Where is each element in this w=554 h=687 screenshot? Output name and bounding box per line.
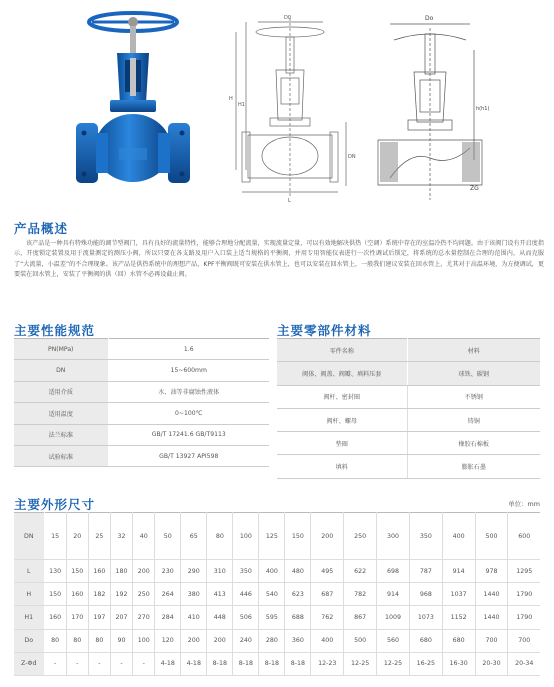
dimension-cell: 380 <box>181 583 207 606</box>
technical-drawing-section <box>370 10 488 205</box>
parts-row <box>277 432 540 455</box>
dimension-cell: 250 <box>344 513 377 560</box>
dimension-cell: 400 <box>442 513 475 560</box>
dimension-cell: 12-23 <box>311 652 344 675</box>
dimension-cell: 8-18 <box>259 652 285 675</box>
performance-row <box>14 339 269 360</box>
dimension-cell: 40 <box>133 513 155 560</box>
dimension-cell: 698 <box>377 560 410 583</box>
dimension-cell: 595 <box>259 606 285 629</box>
dimension-cell: 90 <box>110 629 132 652</box>
overview-title: 产品概述 <box>14 221 69 236</box>
performance-table <box>14 338 269 467</box>
dimension-cell: 284 <box>155 606 181 629</box>
dimension-cell: 80 <box>207 513 233 560</box>
dimension-cell: 400 <box>311 629 344 652</box>
dimension-cell: 8-18 <box>285 652 311 675</box>
performance-label: 适用温度 <box>14 403 108 424</box>
dimension-cell: 100 <box>133 629 155 652</box>
dimension-row-label: L <box>14 560 44 583</box>
dimension-cell: 20-30 <box>475 652 508 675</box>
dimension-cell: 1295 <box>508 560 540 583</box>
dimension-cell: 12-25 <box>344 652 377 675</box>
dimension-cell: 80 <box>66 629 88 652</box>
drawing-label-do: Do <box>425 15 434 22</box>
dimension-cell: 680 <box>442 629 475 652</box>
dimension-cell: 150 <box>285 513 311 560</box>
dimension-cell: 360 <box>285 629 311 652</box>
overview-text: 该产品是一种具有特殊功能的调节型阀门，具有良好的流量特性，能够合理地分配流量，实现流量定量，可以有效地解决供热（空调）系统中存在的室温冷热不均问题。由于该阀门设有开启度指示、开度锁定装置及用于流量测定的测压小阀，所以只要在各支路及用户入口装上适当规格的平衡阀，并用专用智能仪表进行一次性调试后锁定，将系统的总水量控制在合理的范围内，从而克服了“大流量，小温差”的不合理现象。该产品是供热系统中的理想产品，KPF平衡阀既可安装在供水管上，也可以安装在回水管上，一般我们建议安装在回水管上，尤其对于高温环境，为方便调试，更要装在回水管上，安装了平衡阀的供（回）水管不必再设截止阀。 <box>14 240 544 278</box>
dimension-cell: 100 <box>233 513 259 560</box>
dimension-cell: 180 <box>110 560 132 583</box>
dimension-cell: 160 <box>44 606 66 629</box>
dimension-cell: 1152 <box>442 606 475 629</box>
performance-value: 15~600mm <box>108 360 269 381</box>
dimension-cell: - <box>110 652 132 675</box>
dimension-cell: 787 <box>409 560 442 583</box>
dimension-cell: - <box>88 652 110 675</box>
dimension-cell: 446 <box>233 583 259 606</box>
part-material: 膨胀石墨 <box>407 455 540 478</box>
dimension-cell: 968 <box>409 583 442 606</box>
dimension-cell: 230 <box>155 560 181 583</box>
dimension-cell: 400 <box>259 560 285 583</box>
dimension-cell: 240 <box>233 629 259 652</box>
part-name: 阀杆、密封圈 <box>277 385 407 408</box>
dimension-cell: - <box>66 652 88 675</box>
drawing-label-d0: D0 <box>284 15 292 21</box>
dimension-cell: 270 <box>133 606 155 629</box>
dimension-cell: 1790 <box>508 606 540 629</box>
dimension-cell: 15 <box>44 513 66 560</box>
part-material: 橡胶石棉板 <box>407 432 540 455</box>
dimension-cell: - <box>44 652 66 675</box>
dimension-cell: 1440 <box>475 606 508 629</box>
performance-title: 主要性能规范 <box>14 323 96 338</box>
dimension-cell: 160 <box>66 583 88 606</box>
performance-row <box>14 403 269 424</box>
drawing-label-h: H <box>229 96 233 102</box>
dimension-cell: 250 <box>133 583 155 606</box>
technical-drawing-front <box>228 10 368 205</box>
dimension-row <box>14 583 540 606</box>
dimension-row <box>14 652 540 675</box>
dimension-cell: 264 <box>155 583 181 606</box>
dimension-cell: 480 <box>285 560 311 583</box>
dimension-cell: 192 <box>110 583 132 606</box>
dimension-cell: 150 <box>44 583 66 606</box>
dimension-cell: 80 <box>88 629 110 652</box>
dimension-cell: 1440 <box>475 583 508 606</box>
dimension-cell: 410 <box>181 606 207 629</box>
dimension-row-label: H <box>14 583 44 606</box>
drawing-label-l: L <box>288 198 291 204</box>
dimension-cell: 540 <box>259 583 285 606</box>
dimension-cell: 1009 <box>377 606 410 629</box>
parts-header-name: 零件名称 <box>277 339 407 362</box>
dimension-cell: 413 <box>207 583 233 606</box>
dimension-cell: 914 <box>442 560 475 583</box>
dimensions-title: 主要外形尺寸 <box>14 497 96 512</box>
dimension-cell: 300 <box>377 513 410 560</box>
dimension-row <box>14 560 540 583</box>
dimension-cell: 197 <box>88 606 110 629</box>
dimension-cell: 170 <box>66 606 88 629</box>
dimension-cell: 290 <box>181 560 207 583</box>
dimension-row <box>14 629 540 652</box>
dimension-cell: 280 <box>259 629 285 652</box>
dimension-cell: 160 <box>88 560 110 583</box>
dimension-cell: 978 <box>475 560 508 583</box>
valve-photo <box>70 8 195 198</box>
parts-row <box>277 385 540 408</box>
dimension-row-label: Z-Φd <box>14 652 44 675</box>
dimension-cell: 680 <box>409 629 442 652</box>
dimension-cell: 182 <box>88 583 110 606</box>
dimension-cell: 16-25 <box>409 652 442 675</box>
dimension-cell: 782 <box>344 583 377 606</box>
dimension-cell: 700 <box>508 629 540 652</box>
dimension-row-label: DN <box>14 513 44 560</box>
dimension-cell: 600 <box>508 513 540 560</box>
performance-row <box>14 381 269 402</box>
parts-table <box>277 338 540 479</box>
dimension-cell: 688 <box>285 606 311 629</box>
drawing-label-h1: H1 <box>238 102 245 108</box>
dimension-cell: 8-18 <box>207 652 233 675</box>
performance-value: 0~100℃ <box>108 403 269 424</box>
dimension-cell: 448 <box>207 606 233 629</box>
dimension-cell: 50 <box>155 513 181 560</box>
dimension-cell: 622 <box>344 560 377 583</box>
performance-label: PN(MPa) <box>14 339 108 360</box>
dimension-cell: 20-34 <box>508 652 540 675</box>
parts-header-row <box>277 339 540 362</box>
dimension-cell: 310 <box>207 560 233 583</box>
dimension-cell: 700 <box>475 629 508 652</box>
dimension-cell: 120 <box>155 629 181 652</box>
dimension-cell: 200 <box>133 560 155 583</box>
dimension-cell: 687 <box>311 583 344 606</box>
performance-value: GB/T 13927 API598 <box>108 445 269 466</box>
unit-label: 单位：mm <box>508 500 540 508</box>
parts-header-material: 材料 <box>407 339 540 362</box>
dimension-cell: 867 <box>344 606 377 629</box>
dimension-cell: 20 <box>66 513 88 560</box>
dimension-cell: 16-30 <box>442 652 475 675</box>
performance-row <box>14 360 269 381</box>
hero-section <box>0 0 554 210</box>
part-material: 球铁、碳钢 <box>407 362 540 385</box>
dimension-cell: 200 <box>207 629 233 652</box>
performance-row <box>14 445 269 466</box>
dimension-cell: 495 <box>311 560 344 583</box>
dimension-cell: 80 <box>44 629 66 652</box>
dimension-cell: 12-25 <box>377 652 410 675</box>
dimension-cell: 200 <box>311 513 344 560</box>
parts-title: 主要零部件材料 <box>277 323 372 338</box>
dimension-cell: 4-18 <box>181 652 207 675</box>
drawing-label-hh1: h(h1) <box>476 106 490 112</box>
part-material: 铸铜 <box>407 408 540 431</box>
dimension-cell: 762 <box>311 606 344 629</box>
dimension-cell: 1073 <box>409 606 442 629</box>
dimension-row <box>14 513 540 560</box>
part-name: 垫圈 <box>277 432 407 455</box>
performance-label: 适用介质 <box>14 381 108 402</box>
performance-label: 试验标准 <box>14 445 108 466</box>
dimension-cell: 8-18 <box>233 652 259 675</box>
part-name: 阀体、阀盖、阀瓣、填料压套 <box>277 362 407 385</box>
part-material: 不锈钢 <box>407 385 540 408</box>
performance-value: GB/T 17241.6 GB/T9113 <box>108 424 269 445</box>
dimension-cell: 506 <box>233 606 259 629</box>
dimension-cell: 1037 <box>442 583 475 606</box>
parts-row <box>277 455 540 478</box>
dimension-cell: 500 <box>475 513 508 560</box>
part-name: 阀杆、螺母 <box>277 408 407 431</box>
performance-row <box>14 424 269 445</box>
parts-row <box>277 408 540 431</box>
dimension-cell: 350 <box>409 513 442 560</box>
dimension-cell: 200 <box>181 629 207 652</box>
dimension-cell: 914 <box>377 583 410 606</box>
dimension-cell: 207 <box>110 606 132 629</box>
dimension-cell: 150 <box>66 560 88 583</box>
dimensions-table <box>14 512 540 676</box>
dimension-cell: 1790 <box>508 583 540 606</box>
dimension-cell: 65 <box>181 513 207 560</box>
performance-label: DN <box>14 360 108 381</box>
dimension-row-label: H1 <box>14 606 44 629</box>
parts-row <box>277 362 540 385</box>
performance-value: 水、油等非腐蚀性液体 <box>108 381 269 402</box>
dimension-row <box>14 606 540 629</box>
drawing-label-dn: DN <box>348 154 356 160</box>
dimension-cell: - <box>133 652 155 675</box>
performance-value: 1.6 <box>108 339 269 360</box>
dimension-cell: 25 <box>88 513 110 560</box>
drawing-label-zg: ZG <box>470 185 479 192</box>
dimension-row-label: Do <box>14 629 44 652</box>
dimension-cell: 560 <box>377 629 410 652</box>
dimension-cell: 4-18 <box>155 652 181 675</box>
part-name: 填料 <box>277 455 407 478</box>
dimension-cell: 350 <box>233 560 259 583</box>
dimension-cell: 500 <box>344 629 377 652</box>
dimension-cell: 623 <box>285 583 311 606</box>
dimension-cell: 32 <box>110 513 132 560</box>
dimension-cell: 125 <box>259 513 285 560</box>
performance-label: 法兰标准 <box>14 424 108 445</box>
dimension-cell: 130 <box>44 560 66 583</box>
